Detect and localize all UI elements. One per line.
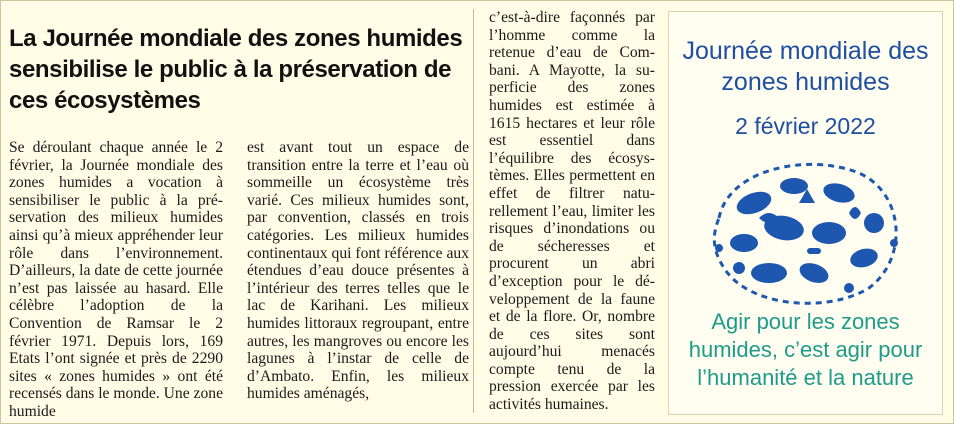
column-divider [473, 9, 474, 413]
article-column-3 [489, 9, 655, 414]
article-column-2 [247, 139, 469, 403]
event-poster [668, 11, 943, 415]
article-column-1 [9, 139, 223, 421]
poster-slogan: Agir pour les zones humides, c’est agir pour l’humanité et la nature [688, 309, 923, 390]
poster-title: Journée mondiale des zones humides [682, 37, 929, 96]
poster-date: 2 février 2022 [735, 113, 876, 139]
article-text-col1: Se déroulant chaque année le 2 février, la Journée mondiale des zones humides a vocation à sensibiliser le public à la préservation des milieux humides ainsi qu’à mieux appréhender leur rôle dans l’environnement. D’ailleurs, la date de cette journée n’est pas laissée au hasard. Elle célèbre l’adoption de la Convention de Ramsar le 2 février 1971. Depuis lors, 169 Etats l’ont signée et près de 2290 sites « zones humides » ont été recensés dans le monde. Une zone humide [9, 139, 223, 420]
article-text-col2: est avant tout un espace de transition entre la terre et l’eau où sommeille un écosystème très varié. Ces milieux humides sont, par convention, classés en trois catégories. Les milieux humides continentaux qui font référence aux étendues d’eau douce présentes à l’intérieur des terres telles que le lac de Karihani. Les milieux humides littoraux regroupant, entre autres, les mangroves ou encore les lagunes à l’instar de celle de d’Ambato. Enfin, les milieux humides aménagés, [247, 139, 469, 403]
article-text-col3: c’est-à-dire façonnés par l’homme comme la retenue d’eau de Combani. A Mayotte, la superficie des zones humides est estimée à 1615 hectares et leur rôle est essentiel dans l’équilibre des écosystèmes. Elles permettent en effet de filtrer naturellement l’eau, limiter les risques d’inondations ou de sécheresses et procurent un abri d’exception pour le développement de la faune et de la flore. Or, nombre de ces sites sont aujourd’hui menacés compte tenu de la pression exercée par les activités humaines. [489, 9, 655, 414]
wetland-globe-illustration-icon [699, 148, 914, 308]
article-headline: La Journée mondiale des zones humides sensibilise le public à la préservation de ces écosystèmes [9, 25, 463, 114]
